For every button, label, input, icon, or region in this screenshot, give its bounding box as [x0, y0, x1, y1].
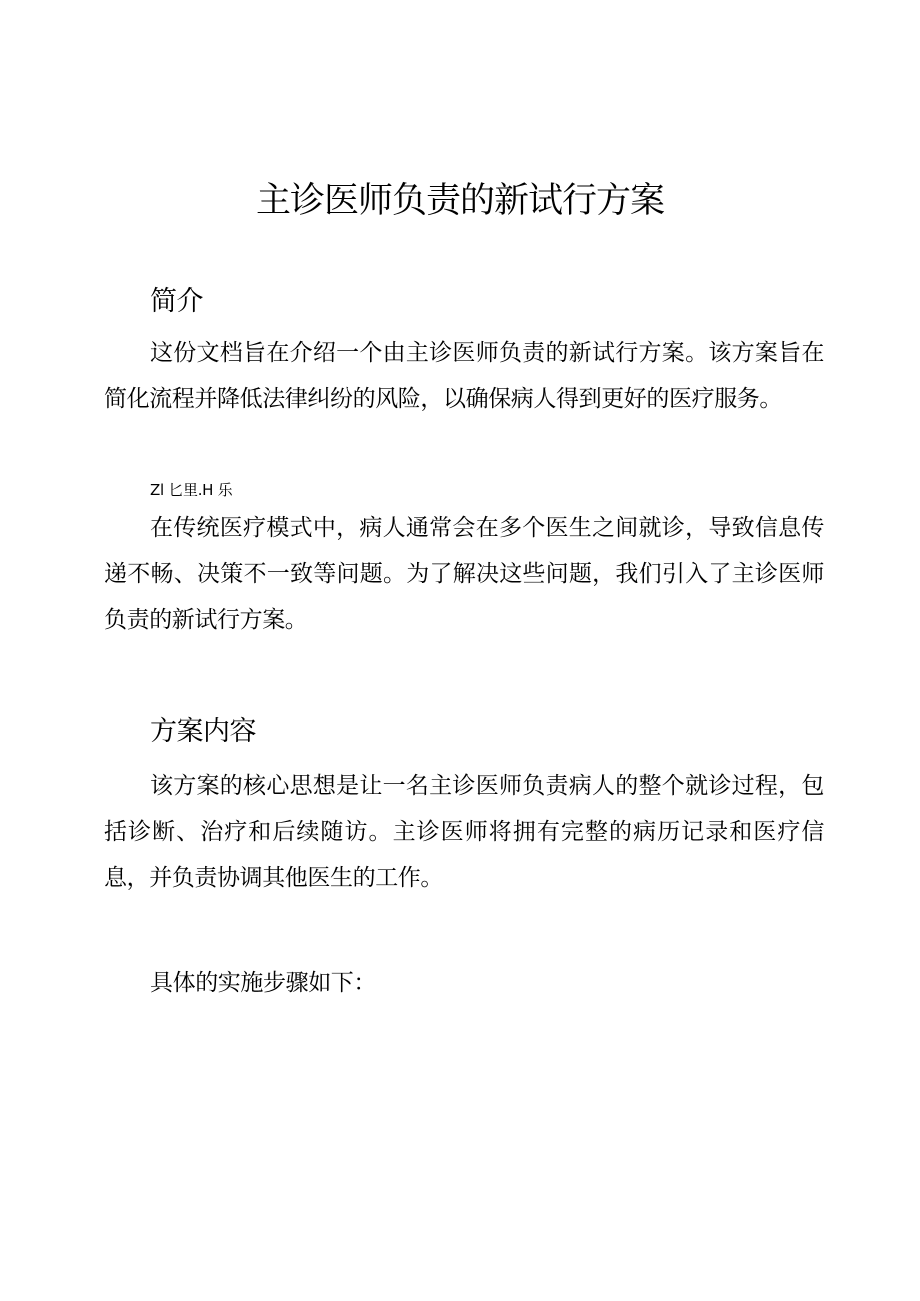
section-heading-plan-content: 方案内容: [150, 716, 256, 747]
section-heading-background: Zl 匕里.H 乐: [150, 481, 233, 499]
implementation-steps-intro: 具体的实施步骤如下：: [150, 970, 377, 996]
intro-paragraph: 这份文档旨在介绍一个由主诊医师负责的新试行方案。该方案旨在简化流程并降低法律纠纷的风险，以确保病人得到更好的医疗服务。: [104, 340, 824, 412]
document-title: 主诊医师负责的新试行方案: [255, 181, 664, 221]
plan-content-paragraph: 该方案的核心思想是让一名主诊医师负责病人的整个就诊过程，包括诊断、治疗和后续随访。主诊医师将拥有完整的病历记录和医疗信息，并负责协调其他医生的工作。: [104, 773, 824, 891]
background-paragraph: 在传统医疗模式中，病人通常会在多个医生之间就诊，导致信息传递不畅、决策不一致等问题。为了解决这些问题，我们引入了主诊医师负责的新试行方案。: [104, 515, 824, 633]
section-heading-intro: 简介: [150, 286, 203, 317]
